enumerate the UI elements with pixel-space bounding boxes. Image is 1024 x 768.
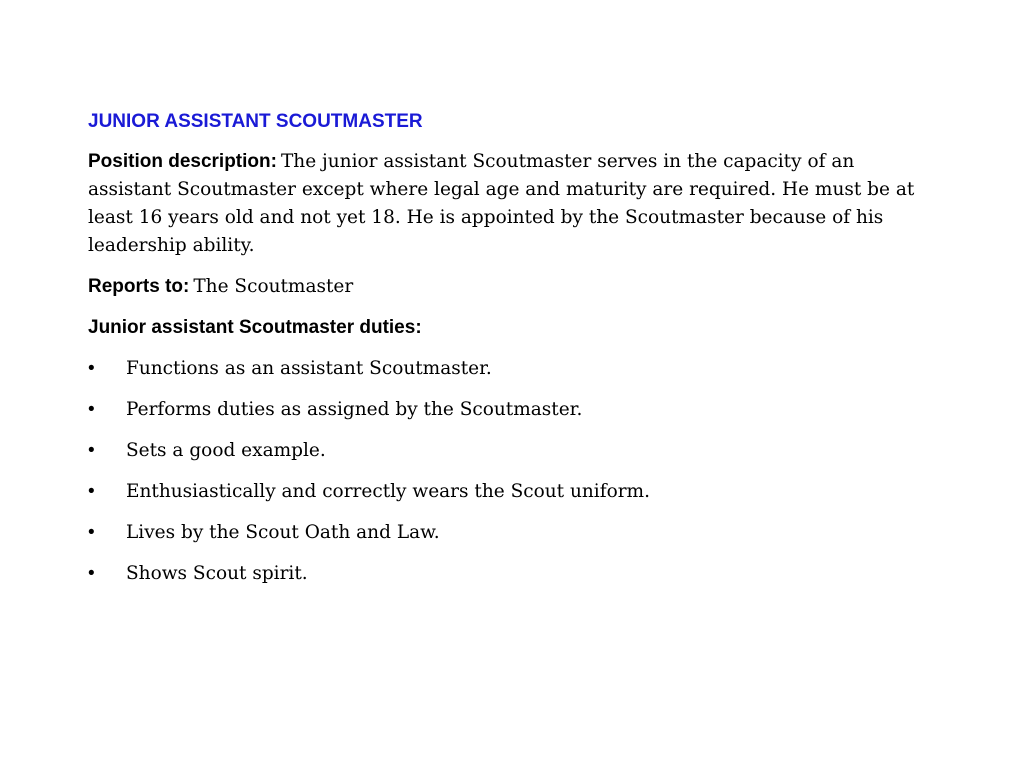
- reports-to-text: The Scoutmaster: [193, 276, 354, 297]
- duty-text: Enthusiastically and correctly wears the Scout uniform.: [126, 481, 650, 502]
- document-body: [88, 108, 928, 601]
- list-item: [88, 478, 928, 505]
- duty-text: Sets a good example.: [126, 440, 326, 461]
- bullet-icon: •: [88, 440, 95, 461]
- bullet-icon: •: [88, 399, 95, 420]
- bullet-icon: •: [88, 563, 95, 584]
- reports-to-label: Reports to:: [88, 276, 190, 297]
- duties-heading: Junior assistant Scoutmaster duties:: [88, 317, 422, 338]
- list-item: [88, 437, 928, 464]
- duties-list: [88, 355, 928, 587]
- reports-to: [88, 273, 928, 301]
- list-item: [88, 519, 928, 546]
- list-item: [88, 560, 928, 587]
- duty-text: Functions as an assistant Scoutmaster.: [126, 358, 492, 379]
- bullet-icon: •: [88, 358, 95, 379]
- bullet-icon: •: [88, 522, 95, 543]
- duty-text: Performs duties as assigned by the Scoutmaster.: [126, 399, 583, 420]
- position-description-label: Position description:: [88, 151, 277, 172]
- document-title: JUNIOR ASSISTANT SCOUTMASTER: [88, 111, 423, 132]
- position-description-text: The junior assistant Scoutmaster serves in the capacity of an assistant Scoutmaster except where legal age and maturity are required. He must be at least 16 years old and not yet 18. He is appointed by the Scoutmaster because of his leadership ability.: [88, 151, 915, 256]
- bullet-icon: •: [88, 481, 95, 502]
- list-item: [88, 355, 928, 382]
- duty-text: Lives by the Scout Oath and Law.: [126, 522, 440, 543]
- duty-text: Shows Scout spirit.: [126, 563, 308, 584]
- position-description: [88, 148, 928, 260]
- list-item: [88, 396, 928, 423]
